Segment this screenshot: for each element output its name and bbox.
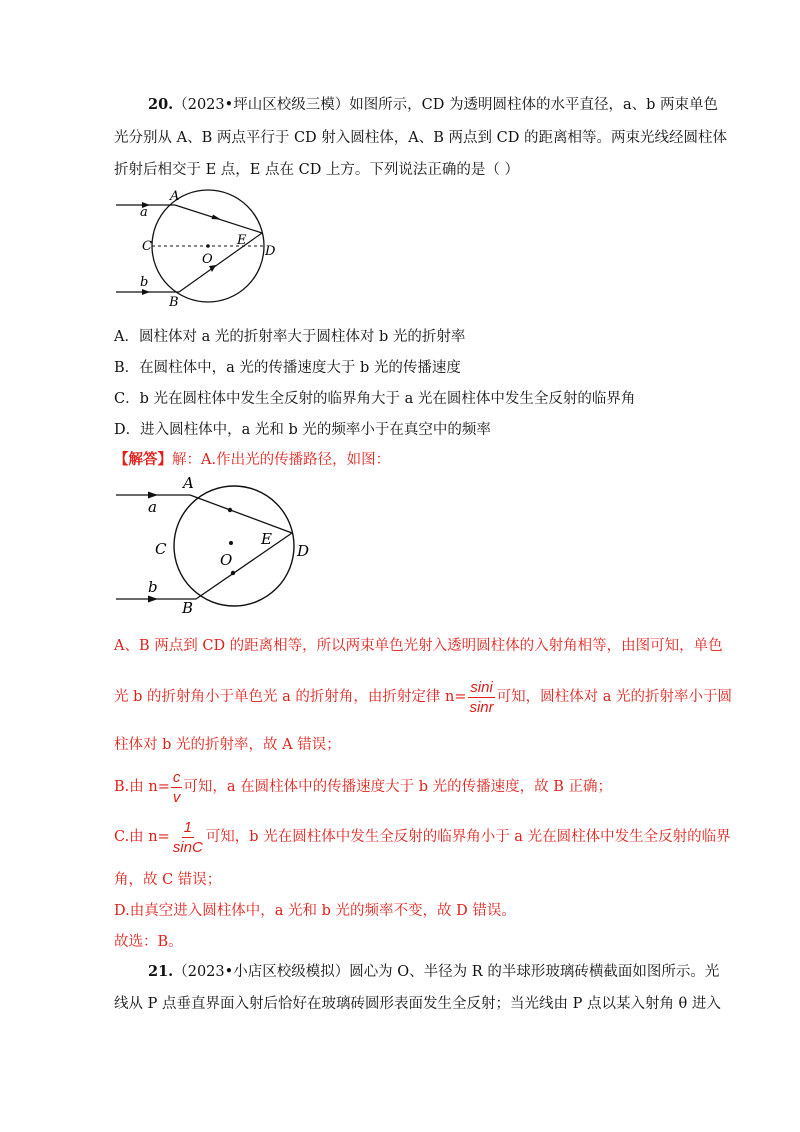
answer-tag: 【解答】 <box>114 451 172 468</box>
fig2-label-D: D <box>297 542 310 560</box>
fig2-ray-b-refracted <box>196 533 292 599</box>
option-C: C．b 光在圆柱体中发生全反射的临界角大于 a 光在圆柱体中发生全反射的临界角 <box>114 391 636 407</box>
fig2-label-B: B <box>182 599 194 617</box>
q20-line2: 光分别从 A、B 两点平行于 CD 射入圆柱体，A、B 两点到 CD 的距离相等。两束光线经圆柱体 <box>114 130 727 146</box>
figure-1-circle-diagram <box>112 188 277 308</box>
answer-intro-line <box>114 450 390 470</box>
q21-line2: 线从 P 点垂直界面入射后恰好在玻璃砖圆形表面发生全反射；当光线由 P 点以某入射角 θ 进入 <box>114 996 721 1012</box>
frac1-numerator: sini <box>470 678 493 696</box>
fig2-label-A: A <box>183 474 194 492</box>
expB-pre: B.由 n= <box>114 779 170 795</box>
q20-line3: 折射后相交于 E 点，E 点在 CD 上方。下列说法正确的是（ ） <box>114 162 520 178</box>
expC-post: 可知，b 光在圆柱体中发生全反射的临界角小于 a 光在圆柱体中发生全反射的临界 <box>205 829 731 845</box>
explanation-B <box>114 767 612 807</box>
fig2-label-C: C <box>155 540 167 558</box>
exp2-pre: 光 b 的折射角小于单色光 a 的折射角，由折射定律 n= <box>114 689 467 705</box>
explanation-C-2: 角，故 C 错误； <box>114 872 222 888</box>
fig1-label-D: D <box>265 244 276 259</box>
fig1-label-E: E <box>237 233 247 248</box>
fig2-ray-b-dot <box>231 571 235 575</box>
fig2-label-a: a <box>148 498 157 516</box>
option-D: D．进入圆柱体中，a 光和 b 光的频率小于在真空中的频率 <box>114 422 491 438</box>
fraction-1-over-sinC <box>171 818 205 857</box>
explanation-D: D.由真空进入圆柱体中，a 光和 b 光的频率不变，故 D 错误。 <box>114 903 516 919</box>
fraction-sini-over-sinr <box>467 678 495 717</box>
fig2-label-O: O <box>220 551 233 569</box>
fraction-c-over-v <box>171 768 183 807</box>
fig2-center-dot <box>229 541 233 545</box>
q20-number: 20. <box>148 96 174 113</box>
fig2-label-b: b <box>148 578 158 596</box>
exp2-post: 可知，圆柱体对 a 光的折射率小于圆 <box>496 689 733 705</box>
fig1-center-dot <box>206 244 210 248</box>
fig2-ray-b-arrow <box>148 596 158 603</box>
fig2-label-E: E <box>261 530 272 548</box>
figure-2-ray-path-diagram <box>112 472 322 617</box>
answer-intro: 解：A.作出光的传播路径，如图： <box>172 452 391 468</box>
q21-stem-1: （2023•小店区校级模拟）圆心为 O、半径为 R 的半球形玻璃砖横截面如图所示。光 <box>173 964 720 980</box>
fig2-ray-a-dot <box>228 508 232 512</box>
q20-stem-1: （2023•坪山区校级三模）如图所示，CD 为透明圆柱体的水平直径，a、b 两束单色 <box>173 97 719 113</box>
explanation-C <box>114 817 731 857</box>
expB-post: 可知，a 在圆柱体中的传播速度大于 b 光的传播速度，故 B 正确； <box>183 779 613 795</box>
fracB-numerator: c <box>172 768 181 786</box>
fig1-label-b: b <box>140 275 149 290</box>
fracB-denominator: v <box>172 788 181 806</box>
fracC-numerator: 1 <box>183 818 192 836</box>
explanation-line-2 <box>114 677 732 717</box>
final-choice: 故选：B。 <box>114 934 183 950</box>
explanation-line-3: 柱体对 b 光的折射率，故 A 错误； <box>114 737 341 753</box>
fig1-label-C: C <box>142 239 152 254</box>
fig1-label-B: B <box>169 295 179 308</box>
fig1-label-O: O <box>202 252 213 267</box>
explanation-line-1: A、B 两点到 CD 的距离相等，所以两束单色光射入透明圆柱体的入射角相等，由图可知，单色 <box>114 638 723 654</box>
fig2-ray-a-refracted <box>190 495 292 533</box>
q21-line1 <box>148 962 719 982</box>
frac1-denominator: sinr <box>469 698 494 716</box>
fig1-ray-a-inner-arrow <box>212 215 222 220</box>
fig2-circle <box>174 486 294 606</box>
fig1-label-A: A <box>170 189 180 204</box>
fracC-denominator: sinC <box>172 838 203 856</box>
expC-pre: C.由 n= <box>114 829 170 845</box>
fig1-label-a: a <box>140 205 148 220</box>
option-B: B．在圆柱体中，a 光的传播速度大于 b 光的传播速度 <box>114 360 461 376</box>
q21-number: 21. <box>148 963 174 980</box>
option-A: A．圆柱体对 a 光的折射率大于圆柱体对 b 光的折射率 <box>114 329 466 345</box>
q20-line1 <box>148 95 718 115</box>
